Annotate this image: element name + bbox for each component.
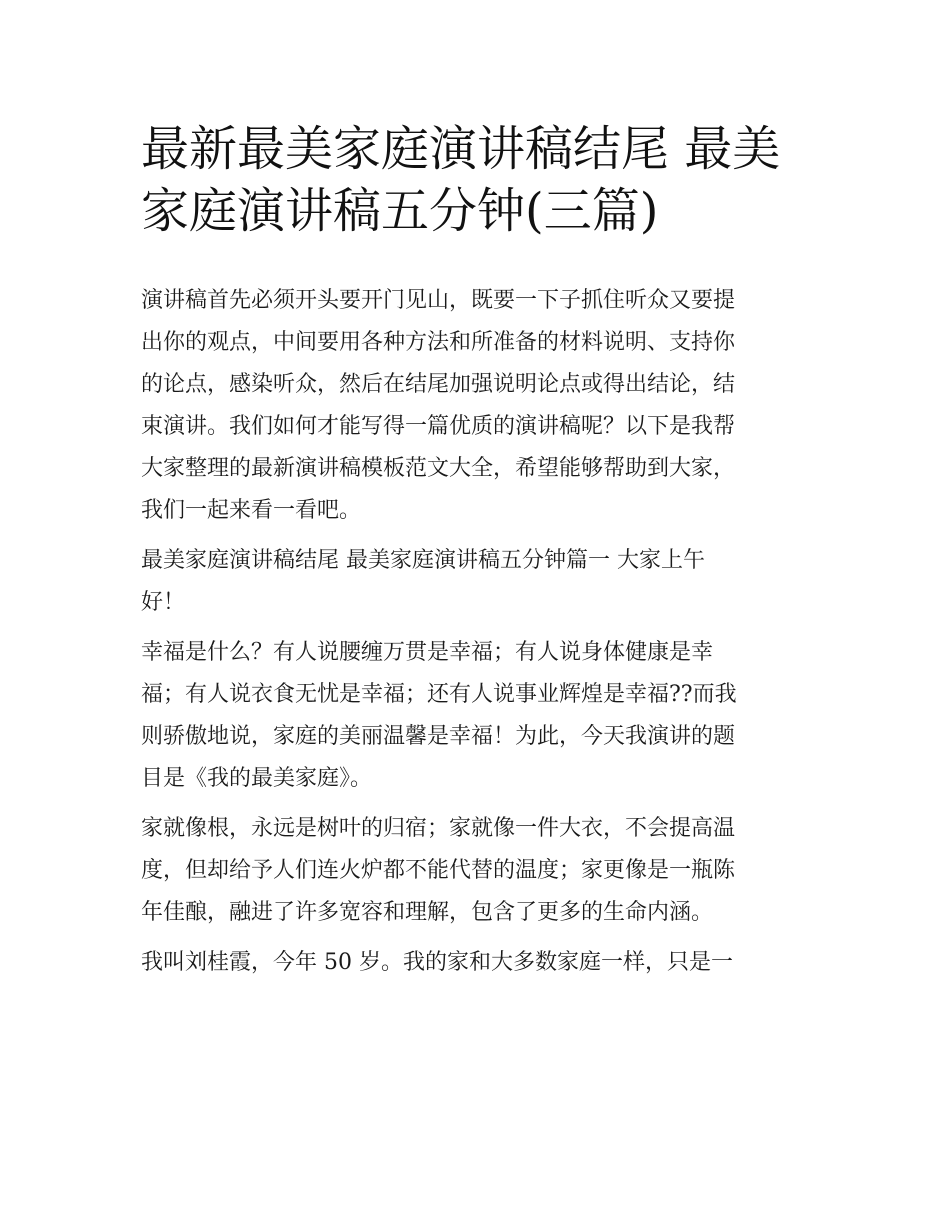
paragraph-line: 度，但却给予人们连火炉都不能代替的温度；家更像是一瓶陈 [141, 858, 736, 883]
paragraph-line: 福；有人说衣食无忧是幸福；还有人说事业辉煌是幸福??而我 [141, 682, 737, 707]
paragraph-intro [141, 280, 821, 532]
paragraph-home [141, 808, 821, 934]
paragraph-line: 家就像根，永远是树叶的归宿；家就像一件大衣，不会提高温 [141, 816, 736, 841]
paragraph-line: 大家整理的最新演讲稿模板范文大全，希望能够帮助到大家， [141, 456, 736, 481]
paragraph-line: 我叫刘桂霞，今年 50 岁。我的家和大多数家庭一样，只是一 [141, 950, 733, 975]
paragraph-line: 则骄傲地说，家庭的美丽温馨是幸福！为此，今天我演讲的题 [141, 724, 736, 749]
paragraph-happiness [141, 632, 821, 800]
paragraph-line: 目是《我的最美家庭》。 [141, 766, 373, 791]
paragraph-line: 幸福是什么？有人说腰缠万贯是幸福；有人说身体健康是幸 [141, 640, 714, 665]
paragraph-section-heading [141, 540, 821, 624]
paragraph-line: 束演讲。我们如何才能写得一篇优质的演讲稿呢？以下是我帮 [141, 414, 736, 439]
paragraph-line: 演讲稿首先必须开头要开门见山，既要一下子抓住听众又要提 [141, 288, 736, 313]
paragraph-line: 好！ [141, 590, 186, 615]
paragraph-line: 最美家庭演讲稿结尾 最美家庭演讲稿五分钟篇一 大家上午 [141, 548, 705, 573]
title-line: 最新最美家庭演讲稿结尾 最美 [141, 121, 781, 177]
document-title [141, 118, 821, 242]
title-line: 家庭演讲稿五分钟(三篇) [141, 183, 659, 239]
paragraph-line: 出你的观点，中间要用各种方法和所准备的材料说明、支持你 [141, 330, 736, 355]
paragraph-line: 的论点，感染听众，然后在结尾加强说明论点或得出结论，结 [141, 372, 736, 397]
paragraph-line: 年佳酿，融进了许多宽容和理解，包含了更多的生命内涵。 [141, 900, 714, 925]
paragraph-intro-self [141, 942, 821, 984]
paragraph-line: 我们一起来看一看吧。 [141, 498, 362, 523]
document-body [141, 280, 821, 984]
